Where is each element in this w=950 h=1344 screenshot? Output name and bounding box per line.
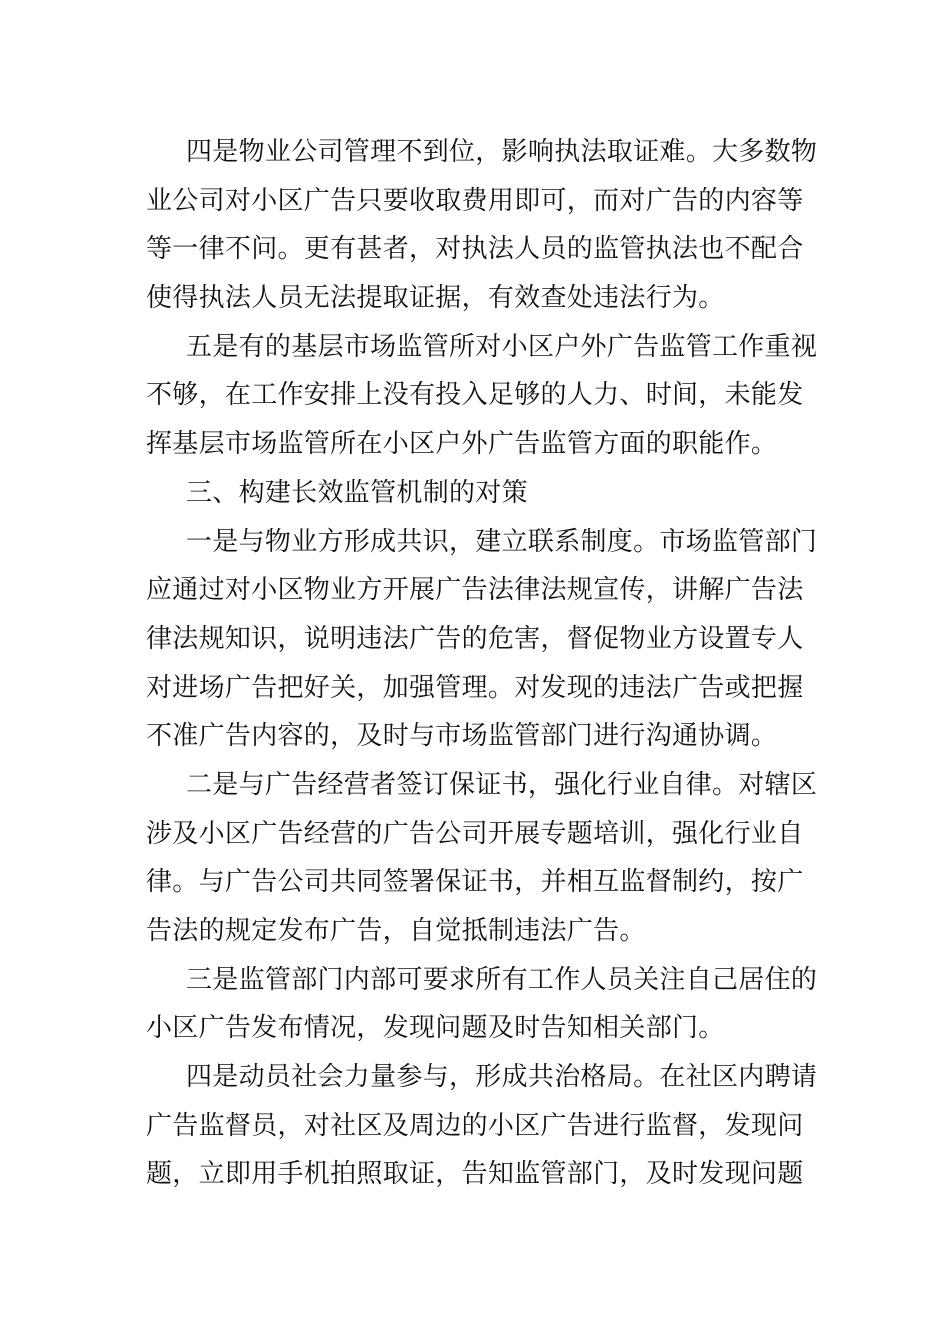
text-line: 四是物业公司管理不到位，影响执法取证难。大多数物 bbox=[186, 137, 818, 167]
text-line: 律。与广告公司共同签署保证书，并相互监督制约，按广 bbox=[146, 867, 804, 898]
text-line: 应通过对小区物业方开展广告法律法规宣传，讲解广告法 bbox=[146, 575, 804, 606]
text-line: 使得执法人员无法提取证据，有效查处违法行为。 bbox=[146, 283, 725, 314]
document-body bbox=[146, 128, 818, 1199]
text-line: 题，立即用手机拍照取证，告知监管部门，及时发现问题 bbox=[146, 1159, 804, 1190]
section-heading: 三、构建长效监管机制的对策 bbox=[186, 477, 528, 508]
text-line: 不准广告内容的，及时与市场监管部门进行沟通协调。 bbox=[146, 721, 778, 752]
text-line: 挥基层市场监管所在小区户外广告监管方面的职能作。 bbox=[146, 429, 778, 460]
text-line: 告法的规定发布广告，自觉抵制违法广告。 bbox=[146, 916, 646, 946]
text-line: 律法规知识，说明违法广告的危害，督促物业方设置专人 bbox=[146, 623, 804, 654]
text-line: 三是监管部门内部可要求所有工作人员关注自己居住的 bbox=[186, 964, 818, 995]
text-line: 业公司对小区广告只要收取费用即可，而对广告的内容等 bbox=[146, 185, 804, 216]
text-line: 等一律不问。更有甚者，对执法人员的监管执法也不配合 bbox=[146, 234, 804, 265]
text-line: 一是与物业方形成共识，建立联系制度。市场监管部门 bbox=[186, 526, 818, 557]
text-line: 广告监督员，对社区及周边的小区广告进行监督，发现问 bbox=[146, 1110, 804, 1141]
text-line: 五是有的基层市场监管所对小区户外广告监管工作重视 bbox=[186, 331, 818, 362]
text-line: 小区广告发布情况，发现问题及时告知相关部门。 bbox=[146, 1013, 725, 1044]
text-line: 涉及小区广告经营的广告公司开展专题培训，强化行业自 bbox=[146, 818, 804, 849]
text-line: 不够，在工作安排上没有投入足够的人力、时间，未能发 bbox=[146, 380, 804, 411]
text-line: 对进场广告把好关，加强管理。对发现的违法广告或把握 bbox=[146, 672, 804, 703]
text-line: 四是动员社会力量参与，形成共治格局。在社区内聘请 bbox=[186, 1062, 818, 1093]
text-line: 二是与广告经营者签订保证书，强化行业自律。对辖区 bbox=[186, 769, 818, 800]
